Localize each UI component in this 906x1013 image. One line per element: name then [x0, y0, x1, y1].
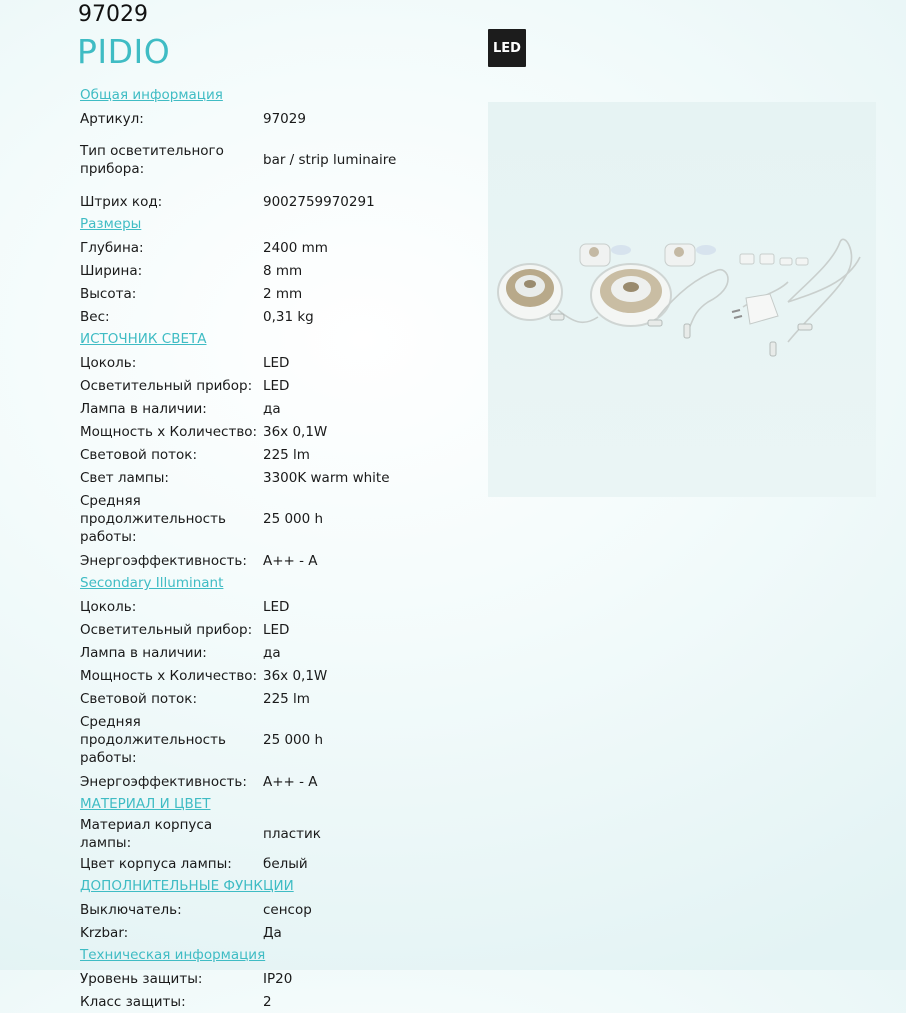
spec-value: 3300K warm white — [263, 469, 390, 486]
spec-row — [80, 898, 480, 921]
spec-row — [80, 921, 480, 944]
spec-value: 36x 0,1W — [263, 423, 328, 440]
spec-row — [80, 374, 480, 397]
spec-value: 2 mm — [263, 285, 303, 302]
spec-value: 8 mm — [263, 262, 303, 279]
section-link-4[interactable]: МАТЕРИАЛ И ЦВЕТ — [80, 796, 211, 812]
spec-label: Цоколь: — [80, 598, 137, 615]
spec-row — [80, 351, 480, 374]
motion-sensor-icon — [580, 244, 631, 266]
section-link-0[interactable]: Общая информация — [80, 87, 223, 103]
spec-label: Уровень защиты: — [80, 970, 203, 987]
led-strip-reel-icon — [498, 264, 562, 320]
spec-row — [80, 967, 480, 990]
spec-row — [80, 489, 480, 549]
spec-value: 25 000 h — [263, 511, 324, 527]
spec-label: Материал корпуса лампы: — [80, 817, 213, 851]
spec-row — [80, 305, 480, 328]
spec-label: Мощность x Количество: — [80, 423, 258, 440]
spec-value: LED — [263, 377, 290, 394]
spec-value: 36x 0,1W — [263, 667, 328, 684]
spec-value: 2400 mm — [263, 239, 328, 256]
product-photo — [488, 102, 876, 497]
spec-label: Энергоэффективность: — [80, 773, 247, 790]
spec-row — [80, 107, 480, 130]
spec-label: Класс защиты: — [80, 993, 186, 1010]
spec-label: Энергоэффективность: — [80, 552, 247, 569]
spec-label: Средняя продолжительность работы: — [80, 493, 226, 545]
spec-row — [80, 852, 480, 875]
spec-row — [80, 443, 480, 466]
section-link-2[interactable]: ИСТОЧНИК СВЕТА — [80, 331, 207, 347]
spec-label: Свет лампы: — [80, 469, 169, 486]
strip-connector-icon — [740, 254, 808, 265]
led-strip-kit-illustration — [488, 102, 876, 497]
spec-row — [80, 710, 480, 770]
spec-label: Цоколь: — [80, 354, 137, 371]
spec-label: Лампа в наличии: — [80, 644, 207, 661]
spec-value: A++ - A — [263, 552, 318, 569]
spec-label: Мощность x Количество: — [80, 667, 258, 684]
spec-value: LED — [263, 621, 290, 638]
spec-value: 0,31 kg — [263, 308, 314, 325]
spec-value: Да — [263, 924, 282, 941]
spec-label: Вес: — [80, 308, 110, 325]
spec-value: да — [263, 400, 281, 417]
section-link-3[interactable]: Secondary Illuminant — [80, 575, 224, 591]
product-name: PIDIO — [77, 32, 171, 71]
led-badge: LED — [488, 29, 526, 67]
spec-value: 25 000 h — [263, 732, 324, 748]
spec-value: белый — [263, 855, 308, 872]
spec-label: Глубина: — [80, 239, 144, 256]
spec-value: сенсор — [263, 901, 312, 918]
spec-row — [80, 397, 480, 420]
spec-label: Артикул: — [80, 110, 144, 127]
spec-row — [80, 816, 480, 852]
spec-row — [80, 770, 480, 793]
spec-table — [80, 84, 480, 1013]
spec-label: Осветительный прибор: — [80, 377, 253, 394]
spec-row — [80, 259, 480, 282]
spec-value: LED — [263, 354, 290, 371]
spec-row — [80, 282, 480, 305]
section-link-6[interactable]: Техническая информация — [80, 947, 266, 963]
spec-label: Штрих код: — [80, 193, 163, 210]
spec-label: Световой поток: — [80, 446, 198, 463]
section-link-1[interactable]: Размеры — [80, 216, 142, 232]
spec-label: Krzbar: — [80, 924, 129, 941]
spec-row — [80, 190, 480, 213]
spec-value: IP20 — [263, 970, 293, 987]
spec-label: Цвет корпуса лампы: — [80, 855, 232, 872]
spec-row — [80, 687, 480, 710]
spec-value: LED — [263, 598, 290, 615]
spec-label: Лампа в наличии: — [80, 400, 207, 417]
spec-label: Ширина: — [80, 262, 143, 279]
spec-value: A++ - A — [263, 773, 318, 790]
spec-row — [80, 420, 480, 443]
spec-row — [80, 549, 480, 572]
spec-value: 2 — [263, 993, 272, 1010]
spec-row — [80, 664, 480, 687]
spec-label: Тип осветительного прибора: — [80, 143, 224, 177]
spec-label: Средняя продолжительность работы: — [80, 714, 226, 766]
spec-value: 225 lm — [263, 446, 310, 463]
spec-row — [80, 641, 480, 664]
spec-row — [80, 130, 480, 190]
section-link-5[interactable]: ДОПОЛНИТЕЛЬНЫЕ ФУНКЦИИ — [80, 878, 294, 894]
article-number: 97029 — [78, 2, 148, 27]
spec-value: да — [263, 644, 281, 661]
spec-row — [80, 618, 480, 641]
spec-label: Выключатель: — [80, 901, 182, 918]
spec-value: 97029 — [263, 110, 306, 127]
spec-row — [80, 466, 480, 489]
motion-sensor-icon — [665, 244, 716, 266]
connector-plug-icon — [550, 314, 812, 356]
spec-label: Световой поток: — [80, 690, 198, 707]
spec-value: пластик — [263, 826, 321, 842]
spec-label: Осветительный прибор: — [80, 621, 253, 638]
spec-value: bar / strip luminaire — [263, 152, 397, 168]
spec-value: 225 lm — [263, 690, 310, 707]
spec-row — [80, 236, 480, 259]
spec-label: Высота: — [80, 285, 137, 302]
spec-row — [80, 595, 480, 618]
spec-value: 9002759970291 — [263, 193, 375, 210]
power-adapter-icon — [732, 294, 778, 324]
spec-row — [80, 990, 480, 1013]
